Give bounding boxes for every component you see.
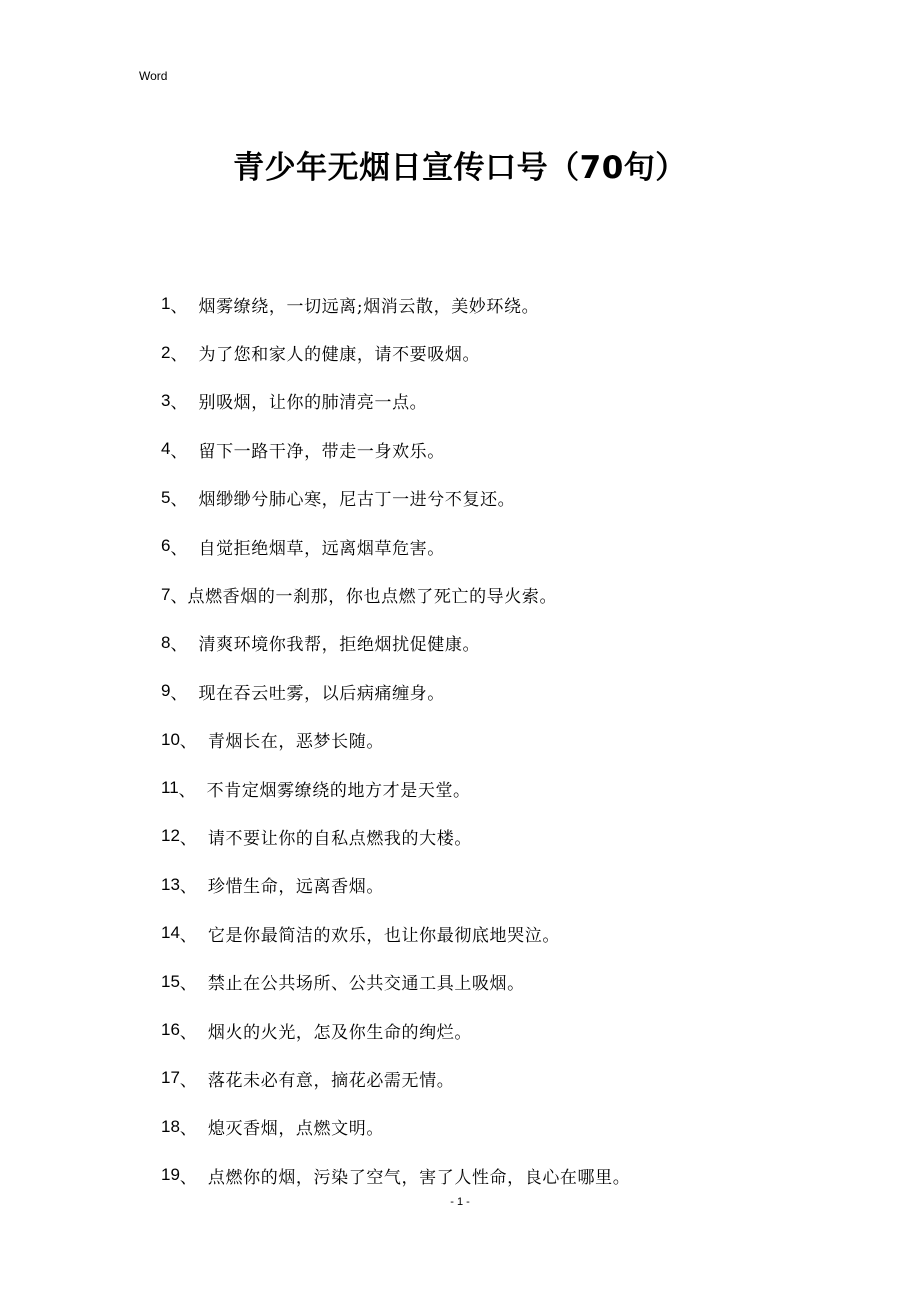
slogan-text: 熄灭香烟，点燃文明。 bbox=[207, 1119, 384, 1140]
slogan-text: 留下一路干净，带走一身欢乐。 bbox=[198, 441, 445, 462]
slogan-separator: 、 bbox=[179, 925, 197, 946]
slogan-number: 16 bbox=[161, 1020, 180, 1040]
slogan-separator: 、 bbox=[179, 828, 197, 849]
slogan-separator: 、 bbox=[170, 490, 188, 511]
slogan-item bbox=[161, 1103, 801, 1151]
slogan-item bbox=[161, 667, 801, 715]
slogan-number: 11 bbox=[161, 778, 179, 798]
slogan-separator: 、 bbox=[178, 780, 196, 801]
slogan-separator: 、 bbox=[179, 974, 197, 995]
slogan-item bbox=[161, 812, 801, 860]
slogan-number: 17 bbox=[161, 1068, 180, 1088]
slogan-text: 现在吞云吐雾，以后病痛缠身。 bbox=[198, 683, 445, 704]
slogan-separator: 、 bbox=[170, 538, 188, 559]
slogan-separator: 、 bbox=[179, 732, 197, 753]
slogan-item bbox=[161, 957, 801, 1005]
slogan-item bbox=[161, 280, 801, 328]
slogan-number: 6 bbox=[161, 536, 171, 556]
slogan-text: 烟雾缭绕，一切远离;烟消云散，美妙环绕。 bbox=[198, 296, 540, 317]
slogan-separator: 、 bbox=[170, 587, 188, 608]
slogan-item bbox=[161, 425, 801, 473]
slogan-number: 19 bbox=[161, 1165, 180, 1185]
slogan-text: 落花未必有意，摘花必需无情。 bbox=[207, 1070, 455, 1091]
slogan-text: 点燃香烟的一刹那，你也点燃了死亡的导火索。 bbox=[187, 587, 558, 608]
slogan-separator: 、 bbox=[170, 393, 188, 414]
slogan-list bbox=[161, 280, 801, 1199]
slogan-number: 2 bbox=[161, 342, 171, 362]
slogan-text: 烟缈缈兮肺心寒，尼古丁一进兮不复还。 bbox=[198, 490, 516, 511]
header-label: Word bbox=[139, 69, 168, 83]
slogan-number: 14 bbox=[161, 923, 180, 943]
slogan-item bbox=[161, 474, 801, 522]
slogan-item bbox=[161, 909, 801, 957]
document-title: 青少年无烟日宣传口号（70句） bbox=[233, 150, 687, 186]
slogan-item bbox=[161, 861, 801, 909]
slogan-number: 10 bbox=[161, 729, 180, 749]
slogan-item bbox=[161, 377, 801, 425]
page-number: - 1 - bbox=[450, 1196, 470, 1208]
slogan-item bbox=[161, 328, 801, 376]
slogan-item bbox=[161, 716, 801, 764]
slogan-text: 为了您和家人的健康，请不要吸烟。 bbox=[198, 345, 481, 366]
slogan-text: 禁止在公共场所、公共交通工具上吸烟。 bbox=[207, 974, 525, 995]
slogan-text: 不肯定烟雾缭绕的地方才是天堂。 bbox=[206, 780, 471, 801]
slogan-item bbox=[161, 619, 801, 667]
slogan-separator: 、 bbox=[179, 1119, 197, 1140]
slogan-item bbox=[161, 522, 801, 570]
slogan-text: 珍惜生命，远离香烟。 bbox=[207, 877, 384, 898]
slogan-separator: 、 bbox=[170, 441, 188, 462]
slogan-item bbox=[161, 1054, 801, 1102]
slogan-separator: 、 bbox=[170, 683, 188, 704]
slogan-text: 别吸烟，让你的肺清亮一点。 bbox=[198, 393, 428, 414]
slogan-item bbox=[161, 764, 801, 812]
slogan-text: 点燃你的烟，污染了空气，害了人性命，良心在哪里。 bbox=[207, 1167, 631, 1188]
slogan-number: 9 bbox=[161, 681, 171, 701]
slogan-number: 18 bbox=[161, 1116, 180, 1136]
slogan-separator: 、 bbox=[179, 1022, 197, 1043]
slogan-item bbox=[161, 570, 801, 618]
slogan-separator: 、 bbox=[170, 345, 188, 366]
slogan-text: 烟火的火光，怎及你生命的绚烂。 bbox=[207, 1022, 472, 1043]
slogan-separator: 、 bbox=[179, 1070, 197, 1091]
slogan-number: 1 bbox=[161, 294, 171, 314]
slogan-number: 12 bbox=[161, 826, 180, 846]
slogan-text: 请不要让你的自私点燃我的大楼。 bbox=[207, 828, 472, 849]
slogan-text: 青烟长在，恶梦长随。 bbox=[207, 732, 384, 753]
slogan-text: 清爽环境你我帮，拒绝烟扰促健康。 bbox=[198, 635, 481, 656]
slogan-number: 5 bbox=[161, 487, 171, 507]
slogan-number: 3 bbox=[161, 390, 171, 410]
slogan-number: 4 bbox=[161, 439, 171, 459]
slogan-number: 7 bbox=[161, 584, 171, 604]
slogan-number: 8 bbox=[161, 632, 171, 652]
slogan-separator: 、 bbox=[179, 877, 197, 898]
slogan-text: 它是你最简洁的欢乐，也让你最彻底地哭泣。 bbox=[207, 925, 560, 946]
slogan-separator: 、 bbox=[170, 296, 188, 317]
slogan-number: 13 bbox=[161, 874, 180, 894]
slogan-number: 15 bbox=[161, 971, 180, 991]
slogan-item bbox=[161, 1151, 801, 1199]
slogan-separator: 、 bbox=[170, 635, 188, 656]
slogan-item bbox=[161, 1006, 801, 1054]
slogan-separator: 、 bbox=[179, 1167, 197, 1188]
slogan-text: 自觉拒绝烟草，远离烟草危害。 bbox=[198, 538, 445, 559]
